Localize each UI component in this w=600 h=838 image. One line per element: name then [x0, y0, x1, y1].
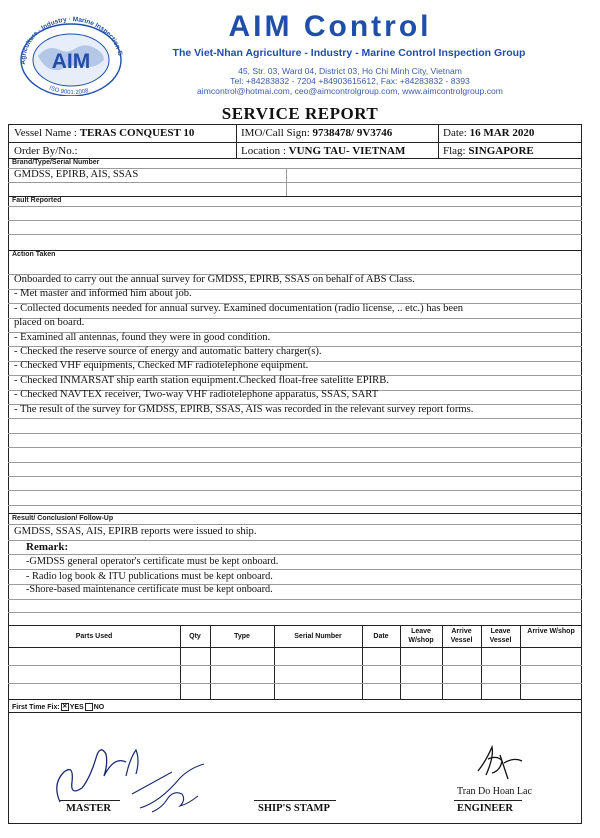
- stamp-underline: [254, 800, 336, 801]
- engineer-name: Tran Do Hoan Lac: [457, 786, 532, 797]
- imo-label: IMO/Call Sign:: [241, 127, 310, 139]
- ships-stamp-label: SHIP'S STAMP: [258, 803, 330, 814]
- parts-table-header: Qty: [189, 633, 201, 640]
- document-title: SERVICE REPORT: [221, 104, 379, 123]
- parts-table-header: Arrive Vessel: [450, 628, 473, 644]
- fault-section-label: Fault Reported: [12, 197, 62, 204]
- brand-value: GMDSS, EPIRB, AIS, SSAS: [14, 169, 139, 180]
- location-field: [241, 145, 405, 157]
- result-summary: GMDSS, SSAS, AIS, EPIRB reports were issued to ship.: [14, 526, 257, 537]
- vessel-name-label: Vessel Name :: [14, 127, 77, 139]
- divider: [236, 124, 237, 158]
- action-section-label: Action Taken: [12, 251, 56, 258]
- company-phones: Tel: +84283832 - 7204 +84903615612, Fax: +84283832 - 8393: [230, 76, 470, 86]
- divider: [438, 124, 439, 158]
- no-checkbox[interactable]: [85, 703, 93, 711]
- flag-label: Flag:: [443, 145, 466, 157]
- divider: [520, 625, 521, 699]
- company-name: AIM Control: [228, 10, 432, 43]
- remark-title: Remark:: [26, 541, 69, 553]
- divider: [8, 490, 582, 491]
- divider: [8, 554, 582, 555]
- logo-iso-text: ISO 9001:2008: [48, 85, 90, 96]
- first-time-fix-label: First Time Fix:: [12, 703, 60, 711]
- yes-checkbox[interactable]: ✕: [62, 704, 68, 710]
- divider: [8, 234, 582, 235]
- remark-item: - Radio log book & ITU publications must be kept onboard.: [26, 571, 273, 582]
- logo-text: AIM: [51, 50, 91, 73]
- divider: [8, 599, 582, 600]
- parts-table-header: Type: [234, 633, 250, 640]
- engineer-label: ENGINEER: [457, 803, 514, 814]
- divider: [8, 220, 582, 221]
- action-line: Onboarded to carry out the annual survey for GMDSS, EPIRB, SSAS on behalf of ABS Class.: [14, 274, 415, 285]
- action-line: - Checked INMARSAT ship earth station equipment.Checked float-free satelitte EPIRB.: [14, 374, 389, 386]
- divider: [8, 196, 582, 197]
- divider: [8, 433, 582, 434]
- divider: [8, 540, 582, 541]
- order-label: Order By/No.:: [14, 145, 78, 157]
- action-line: placed on board.: [14, 317, 85, 329]
- parts-table-header: Leave Vessel: [489, 628, 512, 644]
- company-tagline: The Viet-Nhan Agriculture - Industry - Marine Control Inspection Group: [172, 47, 526, 59]
- divider: [8, 665, 582, 666]
- divider: [8, 625, 582, 626]
- remark-item: -Shore-based maintenance certificate must be kept onboard.: [26, 584, 273, 595]
- flag-field: [443, 145, 534, 157]
- date-value: 16 MAR 2020: [469, 127, 535, 139]
- engineer-signature: [470, 735, 530, 783]
- divider: [8, 569, 582, 570]
- action-line: - Examined all antennas, found they were in good condition.: [14, 331, 271, 343]
- parts-table-header: Serial Number: [294, 633, 342, 640]
- location-label: Location :: [241, 145, 286, 157]
- action-line: - Collected documents needed for annual survey. Examined documentation (radio license, .. etc.) has been: [14, 302, 464, 314]
- imo-value: 9738478/ 9V3746: [312, 127, 393, 139]
- divider: [8, 447, 582, 448]
- company-logo: [14, 10, 128, 96]
- company-address: 45, Str. 03, Ward 04, District 03, Ho Chi Minh City, Vietnam: [238, 66, 462, 76]
- company-emails: aimcontrol@hotmai.com, ceo@aimcontrolgroup.com, www.aimcontrolgroup.com: [197, 86, 503, 96]
- flag-value: SINGAPORE: [468, 145, 534, 157]
- date-label: Date:: [443, 127, 467, 139]
- parts-table-header: Arrive W/shop: [527, 628, 575, 635]
- imo-field: [241, 127, 392, 139]
- action-line: - Checked VHF equipments, Checked MF radiotelephone equipment.: [14, 360, 309, 372]
- action-line: - Checked NAVTEX receiver, Two-way VHF radiotelephone apparatus, SSAS, SART: [14, 389, 379, 401]
- divider: [8, 206, 582, 207]
- divider: [8, 612, 582, 613]
- divider: [8, 513, 582, 514]
- remark-item: -GMDSS general operator's certificate must be kept onboard.: [26, 556, 279, 567]
- parts-table-header: Date: [373, 633, 389, 640]
- action-line: - The result of the survey for GMDSS, EPIRB, SSAS, AIS was recorded in the relevant survey report forms.: [14, 403, 474, 415]
- master-underline: [60, 800, 120, 801]
- divider: [8, 647, 582, 648]
- divider: [8, 418, 582, 419]
- date-field: [443, 127, 534, 139]
- divider: [8, 142, 582, 143]
- master-label: MASTER: [66, 803, 111, 814]
- parts-table-header: Leave W/shop: [408, 628, 434, 644]
- action-line: - Checked the reserve source of energy and automatic battery charger(s).: [14, 346, 322, 357]
- divider: [8, 505, 582, 506]
- divider: [8, 683, 582, 684]
- brand-section-label: Brand/Type/Serial Number: [12, 159, 100, 166]
- vessel-name-value: TERAS CONQUEST 10: [79, 127, 195, 139]
- divider: [8, 318, 582, 319]
- divider: [8, 462, 582, 463]
- divider: [8, 699, 582, 700]
- location-value: VUNG TAU- VIETNAM: [288, 145, 406, 157]
- divider: [286, 168, 287, 196]
- first-time-fix: [12, 703, 104, 711]
- logo-ring-text: Agriculture · Industry · Marine Inspection G: [20, 16, 124, 65]
- parts-table-header: Parts Used: [75, 633, 113, 640]
- result-section-label: Result/ Conclusion/ Follow-Up: [12, 515, 114, 522]
- engineer-underline: [454, 800, 522, 801]
- vessel-name-field: [14, 127, 194, 139]
- divider: [8, 476, 582, 477]
- yes-label: YES: [69, 703, 84, 711]
- divider: [8, 182, 582, 183]
- divider: [8, 250, 582, 251]
- action-line: - Met master and informed him about job.: [14, 288, 192, 300]
- divider: [8, 524, 582, 525]
- no-label: NO: [93, 703, 105, 711]
- order-field: [14, 145, 78, 157]
